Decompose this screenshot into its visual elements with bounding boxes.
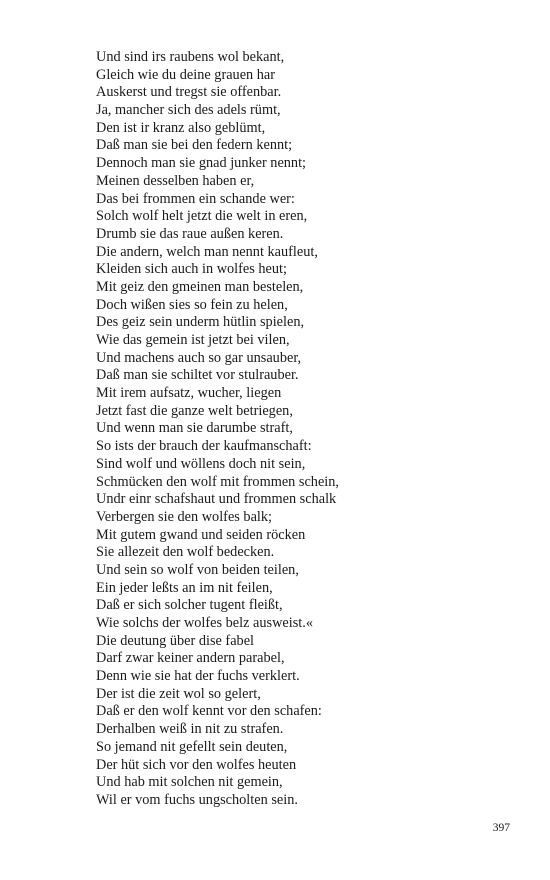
poem-line: Und hab mit solchen nit gemein, [96, 774, 283, 791]
poem-line: Verbergen sie den wolfes balk; [96, 508, 273, 525]
poem-line: Wie das gemein ist jetzt bei vilen, [96, 332, 290, 348]
poem-line: Und machens auch so gar unsauber, [96, 349, 302, 366]
poem-line: Solch wolf helt jetzt die welt in eren, [96, 208, 308, 225]
poem-line: Mit geiz den gmeinen man bestelen, [96, 278, 304, 295]
poem-line: Daß man sie bei den federn kennt; [96, 137, 293, 154]
poem-line: Ein jeder leßts an im nit feilen, [96, 579, 273, 596]
poem-line: Sie allezeit den wolf bedecken. [96, 544, 275, 561]
poem-line: So jemand nit gefellt sein deuten, [96, 738, 288, 755]
poem-line: Der hüt sich vor den wolfes heuten [96, 756, 297, 773]
poem-line: Mit gutem gwand und seiden röcken [96, 526, 306, 543]
poem-line: Den ist ir kranz also geblümt, [96, 119, 266, 136]
poem-line: Die deutung über dise fabel [96, 632, 255, 649]
poem-line: Und sein so wolf von beiden teilen, [96, 561, 299, 578]
poem-line: Drumb sie das raue außen keren. [96, 225, 284, 242]
poem-line: Daß man sie schiltet vor stulrauber. [96, 367, 299, 384]
poem-line: So ists der brauch der kaufmanschaft: [96, 438, 312, 455]
poem-line: Wie solchs der wolfes belz ausweist.« [96, 615, 313, 631]
poem-line: Daß er den wolf kennt vor den schafen: [96, 703, 322, 720]
poem-line: Gleich wie du deine grauen har [96, 66, 276, 83]
poem-line: Kleiden sich auch in wolfes heut; [96, 261, 287, 278]
poem-line: Und wenn man sie darumbe straft, [96, 420, 293, 437]
poem-text [96, 49, 516, 810]
poem-line: Darf zwar keiner andern parabel, [96, 650, 285, 667]
poem-line: Schmücken den wolf mit frommen schein, [96, 473, 339, 490]
poem-line: Und sind irs raubens wol bekant, [96, 49, 285, 65]
page-number: 397 [492, 822, 510, 834]
poem-line: Sind wolf und wöllens doch nit sein, [96, 455, 306, 472]
poem-line: Undr einr schafshaut und frommen schalk [96, 491, 337, 508]
poem-line: Auskerst und tregst sie offenbar. [96, 84, 282, 101]
poem-line: Der ist die zeit wol so gelert, [96, 685, 261, 702]
poem-line: Mit irem aufsatz, wucher, liegen [96, 385, 282, 402]
poem-line: Meinen desselben haben er, [96, 172, 255, 189]
poem-line: Derhalben weiß in nit zu strafen. [96, 721, 284, 738]
poem-line: Jetzt fast die ganze welt betriegen, [96, 402, 293, 419]
poem-line: Das bei frommen ein schande wer: [96, 190, 295, 207]
poem-line: Denn wie sie hat der fuchs verklert. [96, 668, 300, 685]
poem-line: Doch wißen sies so fein zu helen, [96, 296, 288, 313]
poem-line: Ja, mancher sich des adels rümt, [96, 102, 281, 119]
poem-line: Dennoch man sie gnad junker nennt; [96, 155, 307, 172]
poem-line: Wil er vom fuchs ungscholten sein. [96, 791, 298, 808]
poem-line: Daß er sich solcher tugent fleißt, [96, 597, 283, 614]
poem-line: Die andern, welch man nennt kaufleut, [96, 243, 318, 260]
poem-line: Des geiz sein underm hütlin spielen, [96, 314, 305, 331]
